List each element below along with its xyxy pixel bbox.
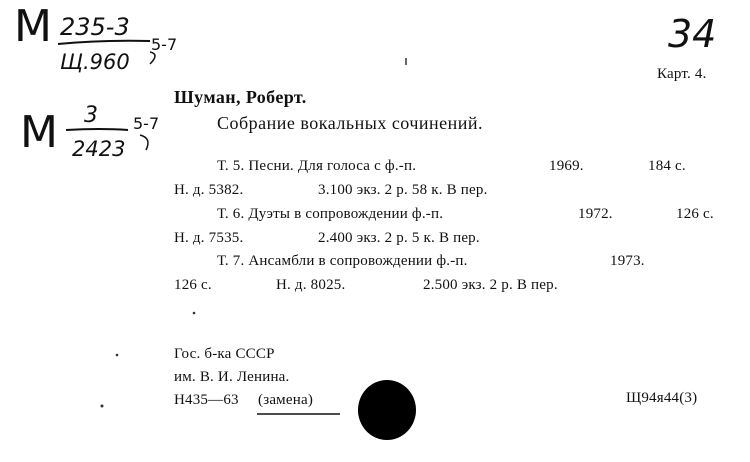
shelfmark-side-1: 5-7 xyxy=(151,35,178,54)
order-number: Н435—63 xyxy=(174,392,239,408)
shelfmark-bottom-1: Щ.960 xyxy=(60,50,130,74)
library-named-after: им. В. И. Ленина. xyxy=(174,369,290,385)
shelfmark-bottom-2: 2423 xyxy=(72,137,126,161)
volume-5-year: 1969. xyxy=(549,158,584,174)
volume-6-pages: 126 с. xyxy=(676,206,714,222)
volume-7-pages: 126 с. xyxy=(174,277,212,293)
volume-5-nd: Н. д. 5382. xyxy=(174,182,244,198)
shelfmark-top-2: 3 xyxy=(84,103,98,128)
volume-6-details: 2.400 экз. 2 р. 5 к. В пер. xyxy=(318,230,480,246)
volume-7-line: Т. 7. Ансамбли в сопровождении ф.-п. xyxy=(217,253,468,269)
author: Шуман, Роберт. xyxy=(174,87,307,107)
volume-6-year: 1972. xyxy=(578,206,613,222)
shelfmark-letter-2: М xyxy=(20,107,58,158)
volume-5-details: 3.100 экз. 2 р. 58 к. В пер. xyxy=(318,182,488,198)
shelfmark-side-2: 5-7 xyxy=(133,114,160,133)
volume-5-line: Т. 5. Песни. Для голоса с ф.-п. xyxy=(217,158,417,174)
volume-6-line: Т. 6. Дуэты в сопровождении ф.-п. xyxy=(217,206,444,222)
library-name: Гос. б-ка СССР xyxy=(174,346,275,362)
volume-7-nd: Н. д. 8025. xyxy=(276,277,346,293)
volume-5-pages: 184 с. xyxy=(648,158,686,174)
volume-6-nd: Н. д. 7535. xyxy=(174,230,244,246)
catalog-code: Щ94я44(3) xyxy=(626,390,698,406)
title: Собрание вокальных сочинений. xyxy=(217,113,484,133)
handwritten-number: 34 xyxy=(668,12,717,56)
shelfmark-letter-1: М xyxy=(14,1,52,52)
card-label: Карт. 4. xyxy=(657,66,707,82)
replacement-note: (замена) xyxy=(258,392,314,408)
shelfmark-top-1: 235-3 xyxy=(60,13,130,41)
punched-hole xyxy=(358,380,416,440)
volume-7-year: 1973. xyxy=(610,253,645,269)
volume-7-details: 2.500 экз. 2 р. В пер. xyxy=(423,277,558,293)
